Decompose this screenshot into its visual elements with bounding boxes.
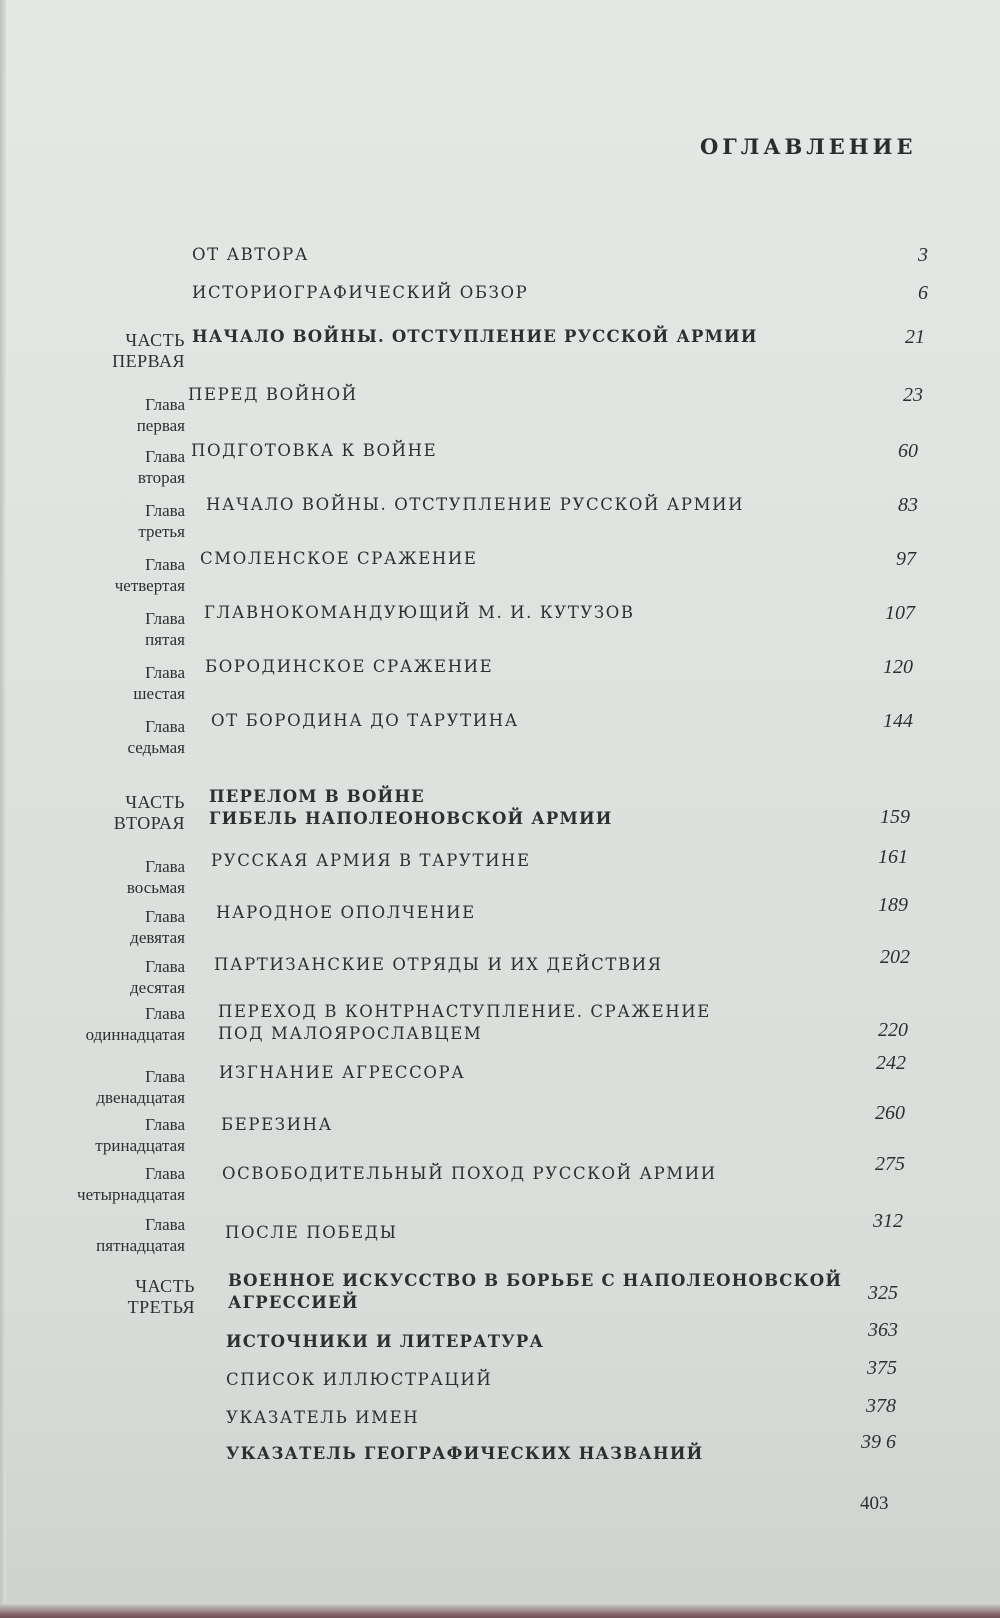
page-title: ОГЛАВЛЕНИЕ	[700, 134, 917, 159]
chapter-label: Глава пятнадцатая	[96, 1215, 185, 1255]
chapter-label: Глава двенадцатая	[96, 1067, 185, 1107]
toc-entry-page: 363	[868, 1319, 898, 1341]
part-title: НАЧАЛО ВОЙНЫ. ОТСТУПЛЕНИЕ РУССКОЙ АРМИИ	[192, 327, 758, 346]
chapter-page: 260	[875, 1102, 905, 1124]
chapter-label: Глава одиннадцатая	[85, 1004, 185, 1044]
chapter-title: ИЗГНАНИЕ АГРЕССОРА	[219, 1063, 466, 1082]
chapter-label: Глава третья	[138, 501, 185, 541]
chapter-title: БЕРЕЗИНА	[221, 1115, 333, 1134]
chapter-page: 312	[873, 1210, 903, 1232]
chapter-label: Глава десятая	[130, 957, 185, 997]
toc-entry-page: 375	[867, 1357, 897, 1379]
chapter-label: Глава девятая	[130, 907, 185, 947]
chapter-page: 242	[876, 1052, 906, 1074]
page-bottom-edge	[0, 1604, 1000, 1618]
chapter-page: 83	[898, 494, 918, 516]
chapter-page: 275	[875, 1153, 905, 1175]
part-page: 21	[905, 326, 925, 348]
chapter-title: ОСВОБОДИТЕЛЬНЫЙ ПОХОД РУССКОЙ АРМИИ	[222, 1164, 717, 1183]
chapter-label: Глава седьмая	[127, 717, 185, 757]
chapter-label: Глава четвертая	[114, 555, 185, 595]
chapter-label: Глава шестая	[133, 663, 185, 703]
toc-entry-title: УКАЗАТЕЛЬ ГЕОГРАФИЧЕСКИХ НАЗВАНИЙ	[226, 1444, 704, 1463]
chapter-label: Глава первая	[136, 395, 185, 435]
chapter-page: 107	[885, 602, 915, 624]
toc-entry-title: ИСТОЧНИКИ И ЛИТЕРАТУРА	[226, 1332, 545, 1351]
toc-entry-page: 378	[866, 1395, 896, 1417]
part-label: ЧАСТЬ ПЕРВАЯ	[112, 330, 185, 371]
chapter-label: Глава четырнадцатая	[77, 1164, 185, 1204]
page-number: 403	[860, 1493, 889, 1514]
chapter-title: СМОЛЕНСКОЕ СРАЖЕНИЕ	[200, 549, 478, 568]
chapter-title: ПЕРЕХОД В КОНТРНАСТУПЛЕНИЕ. СРАЖЕНИЕ ПОД МАЛОЯРОСЛАВЦЕМ	[218, 1002, 711, 1043]
chapter-title: ОТ БОРОДИНА ДО ТАРУТИНА	[211, 711, 519, 730]
chapter-title: ГЛАВНОКОМАНДУЮЩИЙ М. И. КУТУЗОВ	[204, 603, 635, 622]
chapter-page: 144	[883, 710, 913, 732]
chapter-page: 161	[878, 846, 908, 868]
toc-entry-title: ИСТОРИОГРАФИЧЕСКИЙ ОБЗОР	[192, 283, 529, 302]
part-label: ЧАСТЬ ТРЕТЬЯ	[127, 1276, 195, 1317]
chapter-page: 60	[898, 440, 918, 462]
part-title: ВОЕННОЕ ИСКУССТВО В БОРЬБЕ С НАПОЛЕОНОВСКОЙ АГРЕССИЕЙ	[228, 1271, 843, 1312]
chapter-title: НАЧАЛО ВОЙНЫ. ОТСТУПЛЕНИЕ РУССКОЙ АРМИИ	[206, 495, 745, 514]
chapter-page: 23	[903, 384, 923, 406]
toc-entry-page: 39 6	[861, 1431, 896, 1453]
chapter-title: ПОДГОТОВКА К ВОЙНЕ	[191, 441, 438, 460]
part-page: 325	[868, 1282, 898, 1304]
chapter-page: 189	[878, 894, 908, 916]
chapter-label: Глава тринадцатая	[95, 1115, 185, 1155]
chapter-label: Глава восьмая	[126, 857, 185, 897]
toc-entry-title: УКАЗАТЕЛЬ ИМЕН	[226, 1408, 420, 1427]
toc-entry-page: 3	[918, 244, 928, 266]
toc-entry-title: СПИСОК ИЛЛЮСТРАЦИЙ	[226, 1370, 493, 1389]
part-page: 159	[880, 806, 910, 828]
toc-entry-page: 6	[918, 282, 928, 304]
chapter-page: 120	[883, 656, 913, 678]
chapter-title: ПАРТИЗАНСКИЕ ОТРЯДЫ И ИХ ДЕЙСТВИЯ	[214, 955, 663, 974]
chapter-title: БОРОДИНСКОЕ СРАЖЕНИЕ	[205, 657, 494, 676]
chapter-page: 97	[896, 548, 916, 570]
chapter-title: ПОСЛЕ ПОБЕДЫ	[225, 1223, 398, 1242]
part-label: ЧАСТЬ ВТОРАЯ	[113, 792, 185, 833]
part-title: ПЕРЕЛОМ В ВОЙНЕ ГИБЕЛЬ НАПОЛЕОНОВСКОЙ АРМИИ	[209, 787, 613, 828]
chapter-title: РУССКАЯ АРМИЯ В ТАРУТИНЕ	[211, 851, 531, 870]
chapter-page: 220	[878, 1019, 908, 1041]
chapter-label: Глава пятая	[145, 609, 185, 649]
chapter-title: ПЕРЕД ВОЙНОЙ	[188, 385, 358, 404]
chapter-page: 202	[880, 946, 910, 968]
chapter-title: НАРОДНОЕ ОПОЛЧЕНИЕ	[216, 903, 476, 922]
chapter-label: Глава вторая	[137, 447, 185, 487]
toc-entry-title: ОТ АВТОРА	[192, 245, 309, 264]
